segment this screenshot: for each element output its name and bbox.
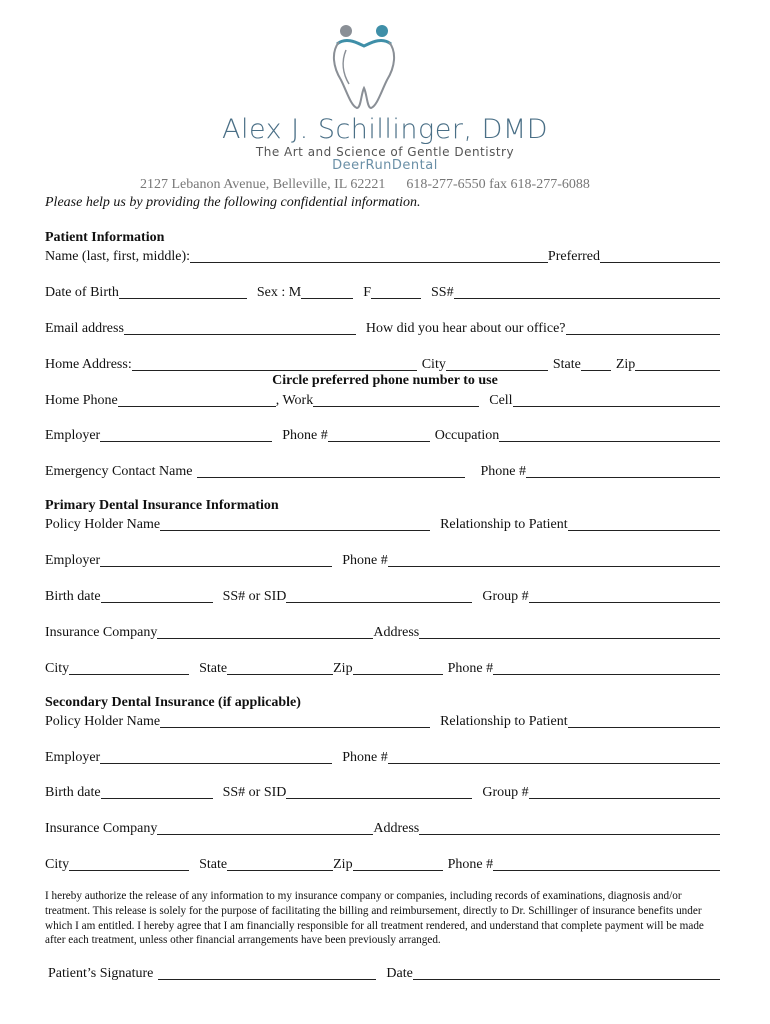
- secondary-group-label: Group #: [482, 785, 529, 800]
- secondary-company-field[interactable]: [157, 822, 373, 835]
- primary-phone-label: Phone #: [342, 553, 388, 568]
- secondary-zip-field[interactable]: [353, 858, 443, 871]
- primary-state-label: State: [199, 661, 228, 676]
- home-phone-field[interactable]: [118, 394, 276, 407]
- name-label: Name (last, first, middle):: [45, 249, 191, 264]
- primary-ss-sid-label: SS# or SID: [222, 589, 287, 604]
- secondary-phone2-label: Phone #: [447, 857, 494, 872]
- heard-field[interactable]: [566, 322, 721, 335]
- secondary-ss-sid-field[interactable]: [286, 786, 472, 799]
- secondary-city-label: City: [45, 857, 70, 872]
- signature-label: Patient’s Signature: [48, 966, 154, 981]
- primary-phone2-label: Phone #: [447, 661, 494, 676]
- employer-field[interactable]: [100, 429, 272, 442]
- primary-zip-label: Zip: [333, 661, 353, 676]
- primary-relationship-field[interactable]: [568, 518, 720, 531]
- email-row: [45, 320, 720, 337]
- work-phone-field[interactable]: [313, 394, 479, 407]
- primary-policy-holder-label: Policy Holder Name: [45, 517, 161, 532]
- primary-employer-field[interactable]: [100, 554, 332, 567]
- dob-row: [45, 284, 720, 301]
- emergency-phone-label: Phone #: [480, 464, 526, 479]
- emergency-name-field[interactable]: [197, 465, 465, 478]
- email-field[interactable]: [124, 322, 356, 335]
- primary-insurance-heading: Primary Dental Insurance Information: [45, 498, 279, 513]
- sex-f-label: F: [363, 285, 372, 300]
- practice-name: Alex J. Schillinger, DMD: [222, 114, 548, 145]
- emergency-row: [45, 463, 720, 480]
- primary-city-label: City: [45, 661, 70, 676]
- primary-company-label: Insurance Company: [45, 625, 158, 640]
- primary-city-row: [45, 660, 720, 677]
- preferred-label: Preferred: [547, 249, 600, 264]
- primary-company-field[interactable]: [157, 626, 373, 639]
- state-field[interactable]: [581, 358, 611, 371]
- ss-label: SS#: [431, 285, 454, 300]
- tooth-logo-icon: [329, 22, 399, 112]
- work-label: , Work: [275, 393, 314, 408]
- practice-tagline: The Art and Science of Gentle Dentistry: [255, 145, 515, 159]
- practice-subbrand: DeerRunDental: [332, 158, 438, 173]
- date-field[interactable]: [413, 967, 720, 980]
- primary-ss-sid-field[interactable]: [286, 590, 472, 603]
- primary-birth-row: [45, 588, 720, 605]
- secondary-address-label: Address: [373, 821, 420, 836]
- employer-phone-label: Phone #: [282, 428, 328, 443]
- occupation-label: Occupation: [434, 428, 500, 443]
- employer-label: Employer: [45, 428, 101, 443]
- secondary-employer-label: Employer: [45, 750, 101, 765]
- primary-policy-row: [45, 516, 720, 533]
- primary-employer-row: [45, 552, 720, 569]
- phone-row: [45, 392, 720, 409]
- secondary-relationship-label: Relationship to Patient: [440, 714, 568, 729]
- emergency-label: Emergency Contact Name: [45, 464, 193, 479]
- patient-info-heading: Patient Information: [45, 230, 165, 245]
- primary-relationship-label: Relationship to Patient: [440, 517, 568, 532]
- date-label: Date: [386, 966, 413, 981]
- secondary-company-label: Insurance Company: [45, 821, 158, 836]
- signature-row: [48, 965, 720, 982]
- secondary-birth-label: Birth date: [45, 785, 101, 800]
- primary-group-field[interactable]: [529, 590, 720, 603]
- home-phone-label: Home Phone: [45, 393, 118, 408]
- primary-address-label: Address: [373, 625, 420, 640]
- primary-policy-holder-field[interactable]: [160, 518, 430, 531]
- authorization-text: I hereby authorize the release of any information to my insurance company or companies, including records of examinations, diagnosis and/or treatment. This release is solely for the purpose of facilitating the billing and reimbursement, directly to Dr. Schillinger of insurance benefits under which I am entitled. I hereby agree that I am financially responsible for all treatment rendered, and understand that complete payment will be made after each treatment, unless other financial arrangements have been previously arranged.: [45, 890, 704, 947]
- primary-employer-label: Employer: [45, 553, 101, 568]
- secondary-birth-field[interactable]: [101, 786, 213, 799]
- secondary-group-field[interactable]: [529, 786, 720, 799]
- primary-zip-field[interactable]: [353, 662, 443, 675]
- dob-field[interactable]: [119, 286, 247, 299]
- heard-label: How did you hear about our office?: [365, 321, 566, 336]
- sex-label: Sex : M: [256, 285, 302, 300]
- secondary-zip-label: Zip: [333, 857, 353, 872]
- secondary-phone-field[interactable]: [388, 751, 720, 764]
- city-label: City: [421, 357, 446, 372]
- email-label: Email address: [45, 321, 124, 336]
- secondary-employer-field[interactable]: [100, 751, 332, 764]
- cell-label: Cell: [489, 393, 513, 408]
- name-field[interactable]: [190, 250, 548, 263]
- sex-m-field[interactable]: [301, 286, 353, 299]
- name-row: [45, 248, 720, 265]
- emergency-phone-field[interactable]: [526, 465, 720, 478]
- sex-f-field[interactable]: [371, 286, 421, 299]
- ss-field[interactable]: [454, 286, 720, 299]
- secondary-policy-holder-label: Policy Holder Name: [45, 714, 161, 729]
- primary-state-field[interactable]: [227, 662, 333, 675]
- primary-phone2-field[interactable]: [493, 662, 720, 675]
- intro-text: Please help us by providing the following confidential information.: [45, 195, 421, 210]
- secondary-city-field[interactable]: [69, 858, 189, 871]
- home-address-label: Home Address:: [45, 357, 132, 372]
- secondary-phone2-field[interactable]: [493, 858, 720, 871]
- secondary-ss-sid-label: SS# or SID: [222, 785, 287, 800]
- zip-field[interactable]: [635, 358, 720, 371]
- primary-company-row: [45, 624, 720, 641]
- employer-phone-field[interactable]: [328, 429, 430, 442]
- city-field[interactable]: [446, 358, 548, 371]
- secondary-phone-label: Phone #: [342, 750, 388, 765]
- employer-row: [45, 427, 720, 444]
- secondary-birth-row: [45, 784, 720, 801]
- phone-note: Circle preferred phone number to use: [272, 373, 498, 388]
- preferred-field[interactable]: [600, 250, 720, 263]
- secondary-state-field[interactable]: [227, 858, 333, 871]
- home-address-row: [45, 356, 720, 373]
- secondary-policy-row: [45, 713, 720, 730]
- dob-label: Date of Birth: [45, 285, 119, 300]
- primary-birth-label: Birth date: [45, 589, 101, 604]
- secondary-insurance-heading: Secondary Dental Insurance (if applicable): [45, 695, 301, 710]
- practice-address: 2127 Lebanon Avenue, Belleville, IL 62221 618-277-6550 fax 618-277-6088: [140, 177, 590, 192]
- secondary-relationship-field[interactable]: [568, 715, 720, 728]
- signature-field[interactable]: [158, 967, 376, 980]
- primary-phone-field[interactable]: [388, 554, 720, 567]
- primary-birth-field[interactable]: [101, 590, 213, 603]
- secondary-policy-holder-field[interactable]: [160, 715, 430, 728]
- occupation-field[interactable]: [499, 429, 720, 442]
- home-address-field[interactable]: [132, 358, 417, 371]
- primary-group-label: Group #: [482, 589, 529, 604]
- state-label: State: [552, 357, 581, 372]
- cell-phone-field[interactable]: [513, 394, 720, 407]
- secondary-state-label: State: [199, 857, 228, 872]
- secondary-company-row: [45, 820, 720, 837]
- zip-label: Zip: [615, 357, 636, 372]
- primary-address-field[interactable]: [419, 626, 720, 639]
- secondary-city-row: [45, 856, 720, 873]
- secondary-employer-row: [45, 749, 720, 766]
- secondary-address-field[interactable]: [419, 822, 720, 835]
- primary-city-field[interactable]: [69, 662, 189, 675]
